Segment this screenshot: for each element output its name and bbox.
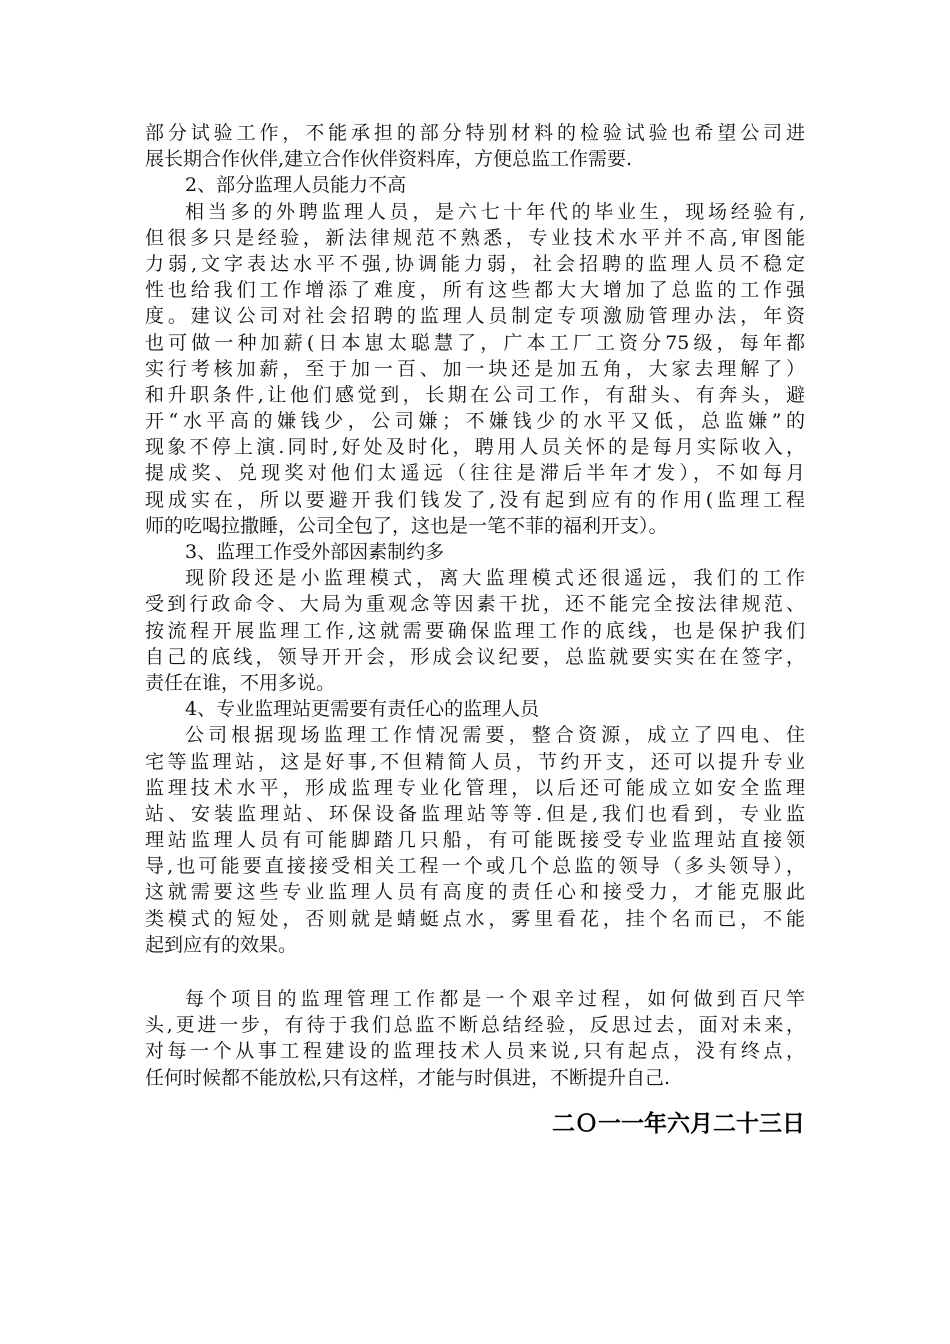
text-line: 对每一个从事工程建设的监理技术人员来说,只有起点，没有终点， — [145, 1040, 805, 1063]
section-heading: 2、部分监理人员能力不高 — [185, 174, 407, 197]
text-line: 现成实在，所以要避开我们钱发了,没有起到应有的作用(监理工程 — [145, 488, 805, 511]
text-line: 现象不停上演.同时,好处及时化，聘用人员关怀的是每月实际收入， — [145, 436, 805, 459]
text-line: 现阶段还是小监理模式，离大监理模式还很遥远，我们的工作 — [185, 567, 805, 590]
text-line: 责任在谁，不用多说。 — [145, 671, 336, 694]
section-heading: 4、专业监理站更需要有责任心的监理人员 — [185, 698, 540, 721]
text-line: 性也给我们工作增添了难度，所有这些都大大增加了总监的工作强 — [145, 279, 805, 302]
paragraph-gap — [145, 958, 805, 986]
text-line: 监理技术水平，形成监理专业化管理，以后还可能成立如安全监理 — [145, 776, 805, 799]
text-line: 和升职条件,让他们感觉到，长期在公司工作，有甜头、有奔头，避 — [145, 383, 805, 406]
text-line: 导,也可能要直接接受相关工程一个或几个总监的领导（多头领导）， — [145, 855, 805, 878]
text-line: 这就需要这些专业监理人员有高度的责任心和接受力，才能克服此 — [145, 881, 805, 904]
text-line: 类模式的短处，否则就是蜻蜓点水，雾里看花，挂个名而已，不能 — [145, 907, 805, 930]
text-line: 任何时候都不能放松,只有这样，才能与时俱进，不断提升自己. — [145, 1066, 671, 1089]
text-line: 展长期合作伙伴,建立合作伙伴资料库，方便总监工作需要. — [145, 148, 633, 171]
text-line: 相当多的外聘监理人员，是六七十年代的毕业生，现场经验有, — [185, 200, 805, 223]
text-line: 也可做一种加薪(日本崽太聪慧了，广本工厂工资分75级，每年都 — [145, 331, 805, 354]
text-line: 每个项目的监理管理工作都是一个艰辛过程，如何做到百尺竿 — [185, 988, 805, 1010]
document-body — [145, 120, 805, 1091]
text-line: 站、安装监理站、环保设备监理站等等.但是,我们也看到，专业监 — [145, 802, 805, 825]
text-line: 提成奖、兑现奖对他们太遥远（往往是滞后半年才发），不如每月 — [145, 462, 805, 485]
text-line: 开“水平高的嫌钱少，公司嫌；不嫌钱少的水平又低，总监嫌”的 — [145, 410, 805, 433]
section-heading: 3、监理工作受外部因素制约多 — [185, 541, 445, 563]
document-date: 二Ｏ一一年六月二十三日 — [552, 1110, 805, 1137]
text-line: 按流程开展监理工作,这就需要确保监理工作的底线，也是保护我们 — [145, 619, 805, 642]
text-line: 自己的底线，领导开开会，形成会议纪要，总监就要实实在在签字， — [145, 645, 805, 668]
text-line: 公司根据现场监理工作情况需要，整合资源，成立了四电、住 — [185, 724, 805, 747]
text-line: 宅等监理站，这是好事,不但精简人员，节约开支，还可以提升专业 — [145, 750, 805, 773]
text-line: 度。建议公司对社会招聘的监理人员制定专项激励管理办法，年资 — [145, 305, 805, 328]
text-line: 部分试验工作，不能承担的部分特别材料的检验试验也希望公司进 — [145, 122, 805, 144]
text-line: 受到行政命令、大局为重观念等因素干扰，还不能完全按法律规范、 — [145, 593, 805, 616]
text-line: 师的吃喝拉撒睡，公司全包了，这也是一笔不菲的福利开支）。 — [145, 514, 668, 537]
text-line: 理站监理人员有可能脚踏几只船，有可能既接受专业监理站直接领 — [145, 829, 805, 852]
text-line: 但很多只是经验，新法律规范不熟悉，专业技术水平并不高,审图能 — [145, 226, 805, 249]
text-line: 实行考核加薪，至于加一百、加一块还是加五角，大家去理解了） — [145, 357, 805, 380]
text-line: 头,更进一步，有待于我们总监不断总结经验，反思过去，面对未来， — [145, 1014, 805, 1037]
text-line: 力弱,文字表达水平不强,协调能力弱，社会招聘的监理人员不稳定 — [145, 252, 805, 275]
text-line: 起到应有的效果。 — [145, 933, 298, 956]
